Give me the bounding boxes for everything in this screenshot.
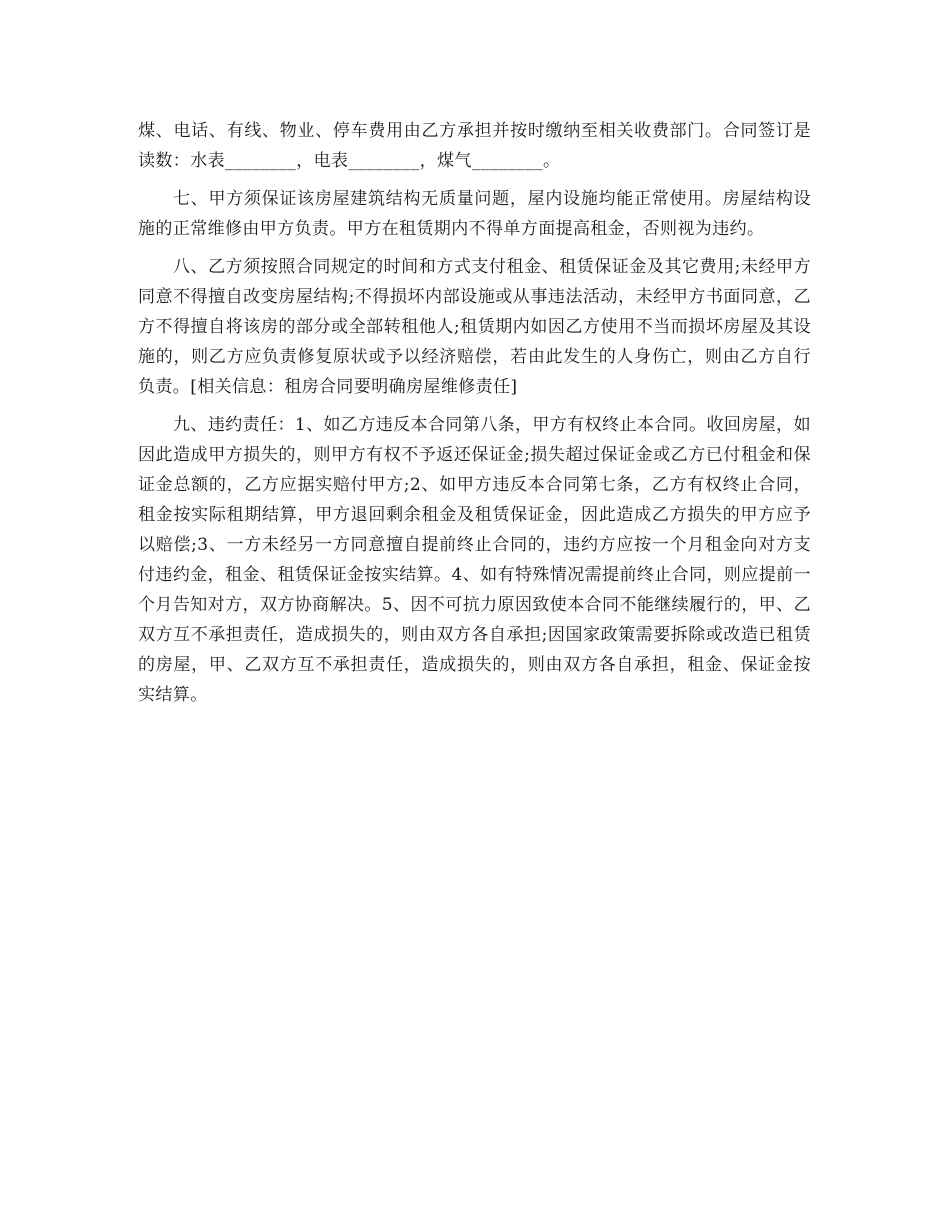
paragraph-clause-9: 九、违约责任：1、如乙方违反本合同第八条，甲方有权终止本合同。收回房屋，如因此造成甲方损失的，则甲方有权不予返还保证金;损失超过保证金或乙方已付租金和保证金总额的，乙方应据实赔付甲方;2、如甲方违反本合同第七条，乙方有权终止合同，租金按实际租期结算，甲方退回剩余租金及租赁保证金，因此造成乙方损失的甲方应予以赔偿;3、一方未经另一方同意擅自提前终止合同的，违约方应按一个月租金向对方支付违约金，租金、租赁保证金按实结算。4、如有特殊情况需提前终止合同，则应提前一个月告知对方，双方协商解决。5、因不可抗力原因致使本合同不能继续履行的，甲、乙双方互不承担责任，造成损失的，则由双方各自承担;因国家政策需要拆除或改造已租赁的房屋，甲、乙双方互不承担责任，造成损失的，则由双方各自承担，租金、保证金按实结算。 [138, 415, 811, 705]
document-body [138, 116, 811, 718]
paragraph-clause-8: 八、乙方须按照合同规定的时间和方式支付租金、租赁保证金及其它费用;未经甲方同意不得擅自改变房屋结构;不得损坏内部设施或从事违法活动，未经甲方书面同意，乙方不得擅自将该房的部分或全部转租他人;租赁期内如因乙方使用不当而损坏房屋及其设施的，则乙方应负责修复原状或予以经济赔偿，若由此发生的人身伤亡，则由乙方自行负责。[相关信息：租房合同要明确房屋维修责任] [138, 257, 811, 397]
paragraph-clause-7: 七、甲方须保证该房屋建筑结构无质量问题，屋内设施均能正常使用。房屋结构设施的正常维修由甲方负责。甲方在租赁期内不得单方面提高租金，否则视为违约。 [138, 189, 811, 239]
paragraph-utilities: 煤、电话、有线、物业、停车费用由乙方承担并按时缴纳至相关收费部门。合同签订是读数：水表________，电表________，煤气________。 [138, 121, 811, 171]
